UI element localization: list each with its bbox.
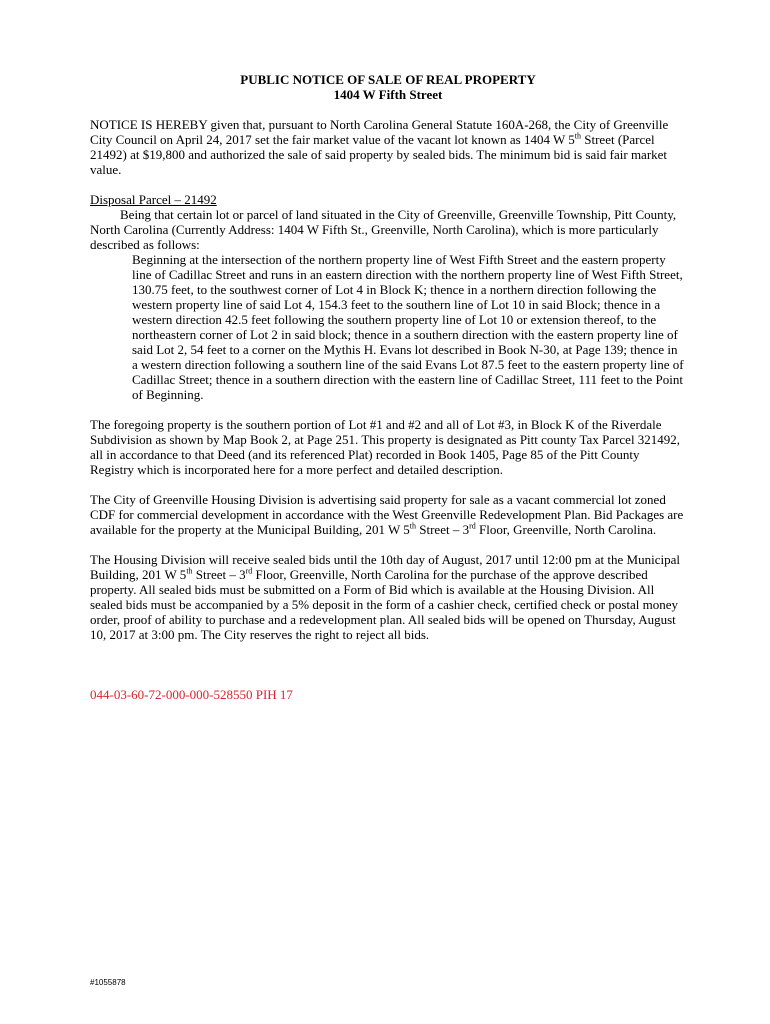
notice-paragraph: NOTICE IS HEREBY given that, pursuant to North Carolina General Statute 160A-268, the City of Greenville City Council on April 24, 2017 set the fair market value of the vacant lot known as 1404 W 5th Street (Parcel 21492) at $19,800 and authorized the sale of said property by sealed bids. The minimum bid is said fair market value. <box>90 117 669 177</box>
housing-paragraph: The City of Greenville Housing Division is advertising said property for sale as a vacant commercial lot zoned CDF for commercial development in accordance with the West Greenville Redevelopment Plan. Bid Packages are available for the property at the Municipal Building, 201 W 5th Street – 3rd Floor, Greenville, North Carolina. <box>90 492 684 537</box>
document-page <box>90 72 686 702</box>
document-number: #1055878 <box>90 978 126 987</box>
bids-paragraph: The Housing Division will receive sealed bids until the 10th day of August, 2017 until 12:00 pm at the Municipal Building, 201 W 5th Street – 3rd Floor, Greenville, North Carolina for the purchase of the approve described property. All sealed bids must be submitted on a Form of Bid which is available at the Housing Division. All sealed bids must be accompanied by a 5% deposit in the form of a cashier check, certified check or postal money order, proof of ability to purchase and a redevelopment plan. All sealed bids will be opened on Thursday, August 10, 2017 at 3:00 pm. The City reserves the right to reject all bids. <box>90 552 680 642</box>
parcel-description: Beginning at the intersection of the northern property line of West Fifth Street and the eastern property line of Cadillac Street and runs in an eastern direction with the northern property line of West Fifth Street, 130.75 feet, to the southwest corner of Lot 4 in Block K; thence in a northern direction following the western property line of said Lot 4, 154.3 feet to the southern line of Lot 10 in said Block; thence in a western direction 42.5 feet following the southern property line of Lot 10 or extension thereof, to the northeastern corner of Lot 2 in said block; thence in a southern direction with the eastern property line of said Lot 2, 54 feet to a corner on the Mythis H. Evans lot described in Book N-30, at Page 139; thence in a western direction following a southern line of the said Evans Lot 87.5 feet to the eastern property line of Cadillac Street; thence in a southern direction with the eastern line of Cadillac Street, 111 feet to the Point of Beginning. <box>132 252 684 402</box>
parcel-id: 044-03-60-72-000-000-528550 PIH 17 <box>90 687 293 702</box>
notice-subtitle: 1404 W Fifth Street <box>333 87 443 102</box>
parcel-heading: Disposal Parcel – 21492 <box>90 192 217 207</box>
parcel-intro: Being that certain lot or parcel of land situated in the City of Greenville, Greenville Township, Pitt County, North Carolina (Currently Address: 1404 W Fifth St., Greenville, North Carolina), which is more particularly described as follows: <box>90 207 677 252</box>
notice-title: PUBLIC NOTICE OF SALE OF REAL PROPERTY <box>240 72 536 87</box>
foregoing-paragraph: The foregoing property is the southern portion of Lot #1 and #2 and all of Lot #3, in Block K of the Riverdale Subdivision as shown by Map Book 2, at Page 251. This property is designated as Pitt county Tax Parcel 321492, all in accordance to that Deed (and its referenced Plat) recorded in Book 1405, Page 85 of the Pitt County Registry which is incorporated here for a more perfect and detailed description. <box>90 417 681 477</box>
